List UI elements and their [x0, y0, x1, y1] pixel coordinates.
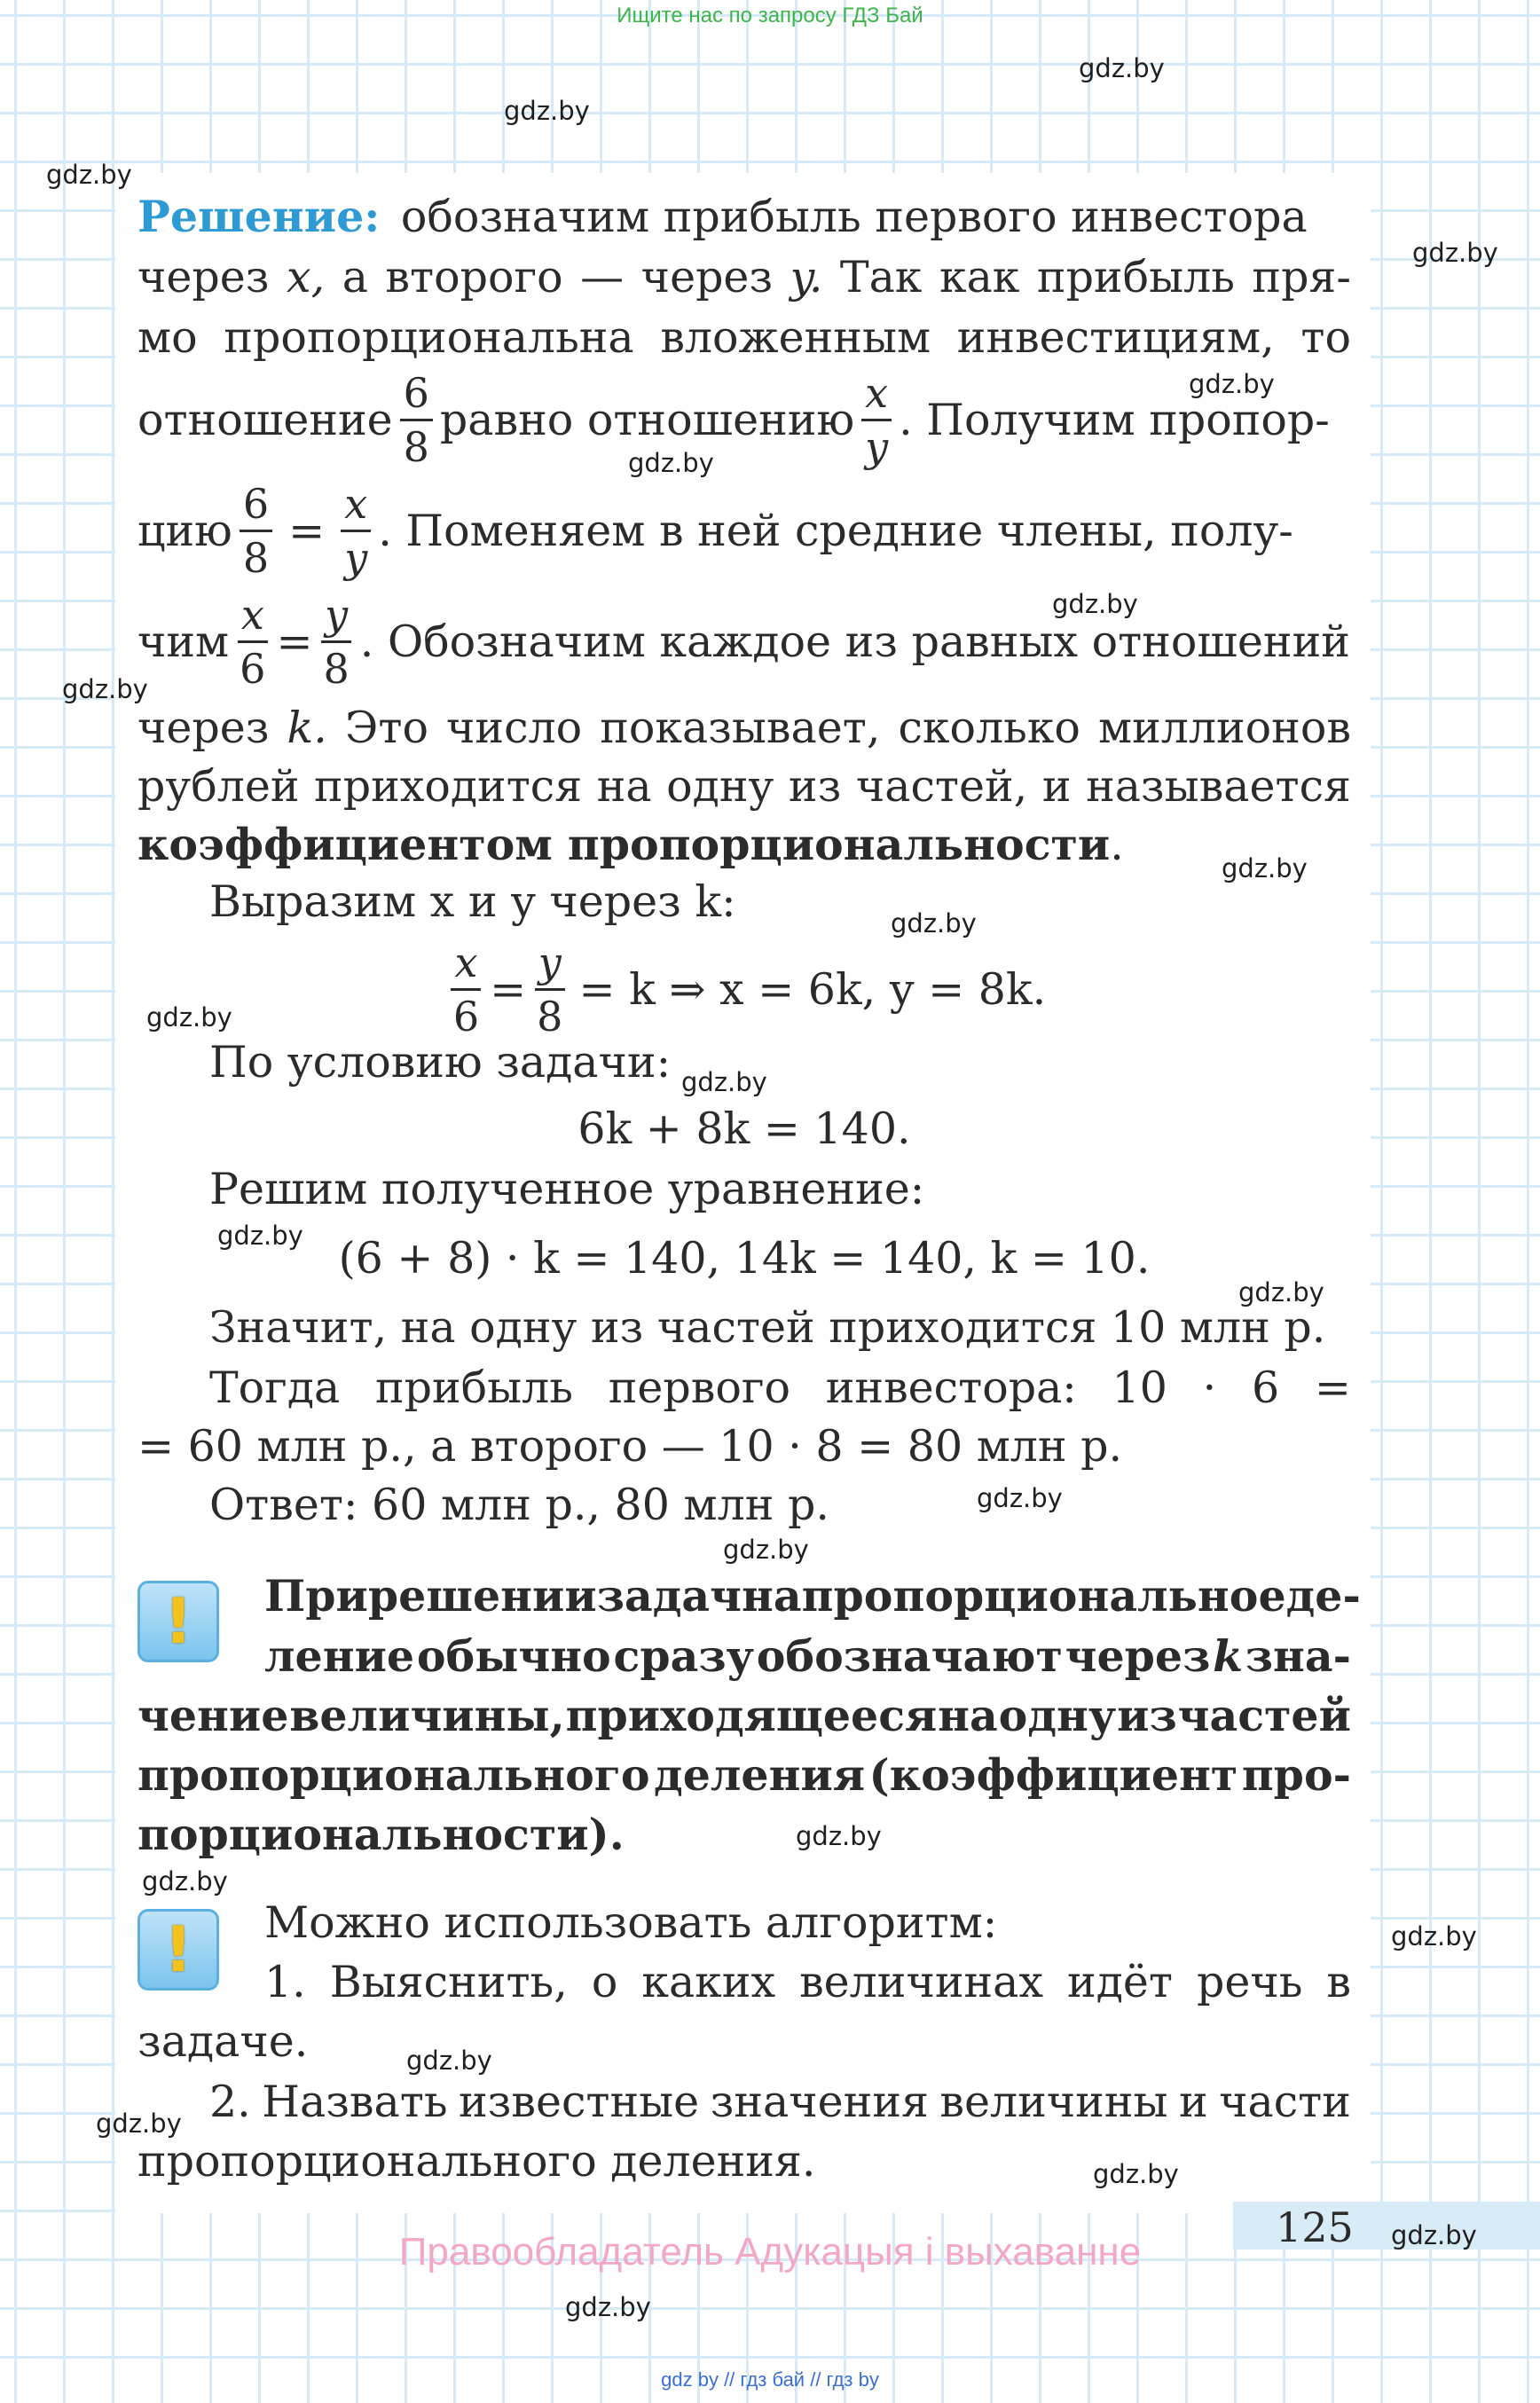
- solve-equation-line: Решим полученное уравнение:: [209, 1164, 925, 1214]
- word: инвестициям,: [956, 312, 1275, 363]
- solution-line-4: [138, 369, 1351, 471]
- solution-line-1: [138, 191, 1351, 242]
- word: чим: [138, 616, 230, 667]
- word: инвестора:: [825, 1362, 1077, 1413]
- watermark: gdz.by: [1079, 53, 1165, 83]
- rights-holder: Правообладатель Адукацыя і выхаванне: [398, 2230, 1142, 2273]
- word: отношение: [138, 395, 393, 445]
- word: обычно: [416, 1630, 611, 1682]
- word: и: [1178, 2077, 1208, 2127]
- watermark: gdz.by: [681, 1067, 767, 1097]
- profit-second-line: = 60 млн р., а второго — 10 · 8 = 80 млн р.: [138, 1421, 1123, 1472]
- equals-sign: =: [288, 506, 326, 556]
- word: пропорциональное: [801, 1570, 1286, 1622]
- variable-y: y.: [790, 252, 823, 302]
- express-via-k-line: Выразим x и y через k:: [209, 876, 736, 927]
- word: —: [580, 252, 625, 302]
- word: в: [1326, 1957, 1351, 2007]
- note2-line-4: [209, 2077, 1351, 2127]
- watermark: gdz.by: [977, 1483, 1063, 1513]
- word: 2.: [209, 2077, 251, 2127]
- solution-line-1-text: обозначим прибыль первого инвестора: [400, 192, 1308, 242]
- note1-line-1: [264, 1570, 1361, 1622]
- word: через: [138, 252, 270, 302]
- fraction-numerator: y: [535, 942, 565, 991]
- one-part-line: Значит, на одну из частей приходится 10 млн р.: [209, 1302, 1326, 1353]
- watermark: gdz.by: [1412, 238, 1498, 268]
- solution-line-2: [138, 252, 1351, 302]
- word: приходится: [314, 761, 583, 812]
- word: 10: [1112, 1362, 1167, 1413]
- word: про-: [1241, 1749, 1351, 1801]
- word: миллионов: [1097, 703, 1351, 753]
- exclamation-mark: !: [164, 1913, 192, 1986]
- fraction-denominator: 8: [537, 993, 563, 1041]
- word: идёт: [1067, 1957, 1173, 2007]
- word: а: [342, 252, 368, 302]
- word: величины: [939, 2077, 1168, 2127]
- word: деления: [654, 1749, 866, 1801]
- fraction-y-8: [533, 938, 566, 1041]
- word: вложенным: [660, 312, 931, 363]
- word: обозначают: [756, 1630, 1063, 1682]
- word: чение: [138, 1690, 289, 1741]
- watermark: gdz.by: [1238, 1277, 1324, 1308]
- word: показывает,: [600, 703, 881, 753]
- word: решении: [367, 1570, 597, 1622]
- fraction-x-y: [341, 480, 371, 582]
- note1-line-3: [138, 1690, 1351, 1741]
- solution-line-7: [138, 703, 1351, 753]
- word: пропорциональна: [224, 312, 634, 363]
- watermark: gdz.by: [1093, 2159, 1179, 2189]
- fraction-denominator: 6: [240, 645, 266, 693]
- word: Выяснить,: [329, 1957, 568, 2007]
- fraction-numerator: 6: [400, 373, 433, 421]
- word: величины,: [289, 1690, 565, 1741]
- word: первого: [608, 1362, 791, 1413]
- word: то: [1300, 312, 1351, 363]
- watermark: gdz.by: [1391, 2220, 1477, 2250]
- exclamation-icon: [138, 1581, 219, 1662]
- equals-sign: =: [490, 964, 527, 1015]
- watermark: gdz.by: [1052, 589, 1138, 619]
- word: рублей: [138, 761, 300, 812]
- word: пропорционального: [138, 1749, 650, 1801]
- solution-line-3: [138, 312, 1351, 363]
- word: де-: [1285, 1570, 1361, 1622]
- word: число: [446, 703, 583, 753]
- profit-first-line: [209, 1362, 1351, 1413]
- fraction-x-6: [236, 591, 269, 693]
- word: через: [1065, 1630, 1211, 1682]
- word: из: [1117, 1690, 1177, 1741]
- watermark: gdz.by: [96, 2109, 182, 2139]
- word: 6: [1251, 1362, 1280, 1413]
- word: частей,: [855, 761, 1028, 812]
- word: значения: [710, 2077, 929, 2127]
- fraction-numerator: x: [451, 942, 481, 991]
- fraction-denominator: 8: [323, 645, 350, 693]
- solution-label: Решение:: [138, 191, 381, 242]
- word: второго: [385, 252, 563, 302]
- fraction-x-6: [450, 938, 483, 1041]
- fraction-numerator: 6: [240, 483, 272, 532]
- word: из: [788, 761, 842, 812]
- word: задач: [596, 1570, 742, 1622]
- fraction-numerator: x: [341, 483, 371, 532]
- word: величинах: [799, 1957, 1044, 2007]
- word: . Обозначим каждое из равных отношений: [359, 616, 1350, 667]
- word: части: [1219, 2077, 1351, 2127]
- watermark: gdz.by: [504, 96, 590, 126]
- fraction-numerator: y: [321, 594, 351, 643]
- word: Это: [344, 703, 428, 753]
- word: называется: [1086, 761, 1351, 812]
- watermark: gdz.by: [1391, 1921, 1477, 1951]
- word: сразу: [613, 1630, 754, 1682]
- word: (коэффициент: [868, 1749, 1238, 1801]
- fraction-denominator: 6: [452, 993, 480, 1041]
- watermark: gdz.by: [796, 1821, 882, 1851]
- fraction-x-y: [861, 369, 892, 471]
- footer-links[interactable]: gdz by // гдз бай // гдз by: [661, 2368, 879, 2391]
- fraction-denominator: 8: [403, 423, 429, 471]
- word: пря-: [1252, 252, 1351, 302]
- note2-line-1: Можно использовать алгоритм:: [264, 1897, 998, 1948]
- variable-k: k: [1213, 1630, 1244, 1682]
- word: . Поменяем в ней средние члены, полу-: [378, 506, 1293, 556]
- word: на: [596, 761, 652, 812]
- word: ·: [1202, 1362, 1217, 1413]
- page-number: 125: [1276, 2203, 1354, 2251]
- note1-line-4: [138, 1749, 1351, 1801]
- word: 1.: [264, 1957, 306, 2007]
- fraction-numerator: x: [861, 373, 892, 421]
- word: на: [938, 1690, 998, 1741]
- fraction-y-8: [320, 591, 353, 693]
- watermark: gdz.by: [217, 1221, 303, 1251]
- watermark: gdz.by: [1189, 369, 1275, 399]
- word: каких: [641, 1957, 776, 2007]
- note1-line-5: порциональности).: [138, 1809, 625, 1860]
- watermark: gdz.by: [62, 674, 148, 704]
- watermark: gdz.by: [46, 160, 132, 190]
- condition-line: По условию задачи:: [209, 1037, 672, 1088]
- watermark: gdz.by: [146, 1002, 232, 1033]
- fraction-6-8: [400, 369, 433, 471]
- word: известные: [459, 2077, 700, 2127]
- solution-line-5: [138, 480, 1351, 582]
- word: на: [742, 1570, 802, 1622]
- exclamation-mark: !: [164, 1585, 192, 1658]
- watermark: gdz.by: [1222, 853, 1308, 883]
- fraction-denominator: 8: [242, 534, 270, 582]
- word: Тогда: [209, 1362, 341, 1413]
- solution-line-8: [138, 761, 1351, 812]
- word: мо: [138, 312, 198, 363]
- word: цию: [138, 506, 232, 556]
- word: как: [939, 252, 1020, 302]
- period: .: [1110, 820, 1124, 870]
- note2-line-3: задаче.: [138, 2016, 309, 2067]
- watermark: gdz.by: [142, 1866, 228, 1896]
- note2-line-2: [264, 1957, 1351, 2007]
- solution-line-6: [138, 591, 1351, 693]
- word: =: [1314, 1362, 1351, 1413]
- word: о: [591, 1957, 618, 2007]
- word: частей: [1177, 1690, 1351, 1741]
- word: приходящееся: [565, 1690, 938, 1741]
- exclamation-icon: [138, 1909, 219, 1991]
- equals-sign: =: [276, 616, 313, 667]
- word: . Получим пропор-: [899, 395, 1330, 445]
- word: равно отношению: [439, 395, 855, 445]
- fraction-6-8: [240, 480, 272, 582]
- note1-line-2: [264, 1630, 1351, 1682]
- equation-6k-8k: 6k + 8k = 140.: [578, 1103, 911, 1154]
- watermark: gdz.by: [723, 1535, 809, 1565]
- word: одну: [998, 1690, 1117, 1741]
- variable-k: k.: [287, 703, 327, 753]
- word: Назвать: [262, 2077, 448, 2127]
- answer-line: Ответ: 60 млн р., 80 млн р.: [209, 1480, 829, 1530]
- fraction-denominator: y: [344, 534, 368, 582]
- watermark: gdz.by: [628, 448, 714, 478]
- equation-result: = k ⇒ x = 6k, y = 8k.: [578, 964, 1047, 1015]
- variable-x: x,: [286, 252, 326, 302]
- fraction-numerator: x: [238, 594, 268, 643]
- word: и: [1041, 761, 1072, 812]
- word: одну: [666, 761, 774, 812]
- watermark: gdz.by: [891, 908, 977, 938]
- word: прибыль: [374, 1362, 573, 1413]
- word: При: [264, 1570, 368, 1622]
- word: прибыль: [1036, 252, 1235, 302]
- word: зна-: [1245, 1630, 1351, 1682]
- watermark: gdz.by: [406, 2046, 492, 2076]
- note2-line-5: пропорционального деления.: [138, 2136, 816, 2187]
- word: ление: [264, 1630, 415, 1682]
- word: через: [138, 703, 270, 753]
- top-banner[interactable]: Ищите нас по запросу ГДЗ Бай: [617, 4, 923, 27]
- word: сколько: [898, 703, 1080, 753]
- word: речь: [1196, 1957, 1303, 2007]
- equation-solution-k: (6 + 8) · k = 140, 14k = 140, k = 10.: [338, 1233, 1151, 1284]
- equation-ratio-k: [138, 938, 1351, 1041]
- fraction-denominator: y: [865, 423, 889, 471]
- watermark: gdz.by: [565, 2292, 651, 2322]
- word: через: [640, 252, 774, 302]
- term-proportionality-coefficient: коэффициентом пропорциональности: [138, 819, 1111, 870]
- word: Так: [839, 252, 923, 302]
